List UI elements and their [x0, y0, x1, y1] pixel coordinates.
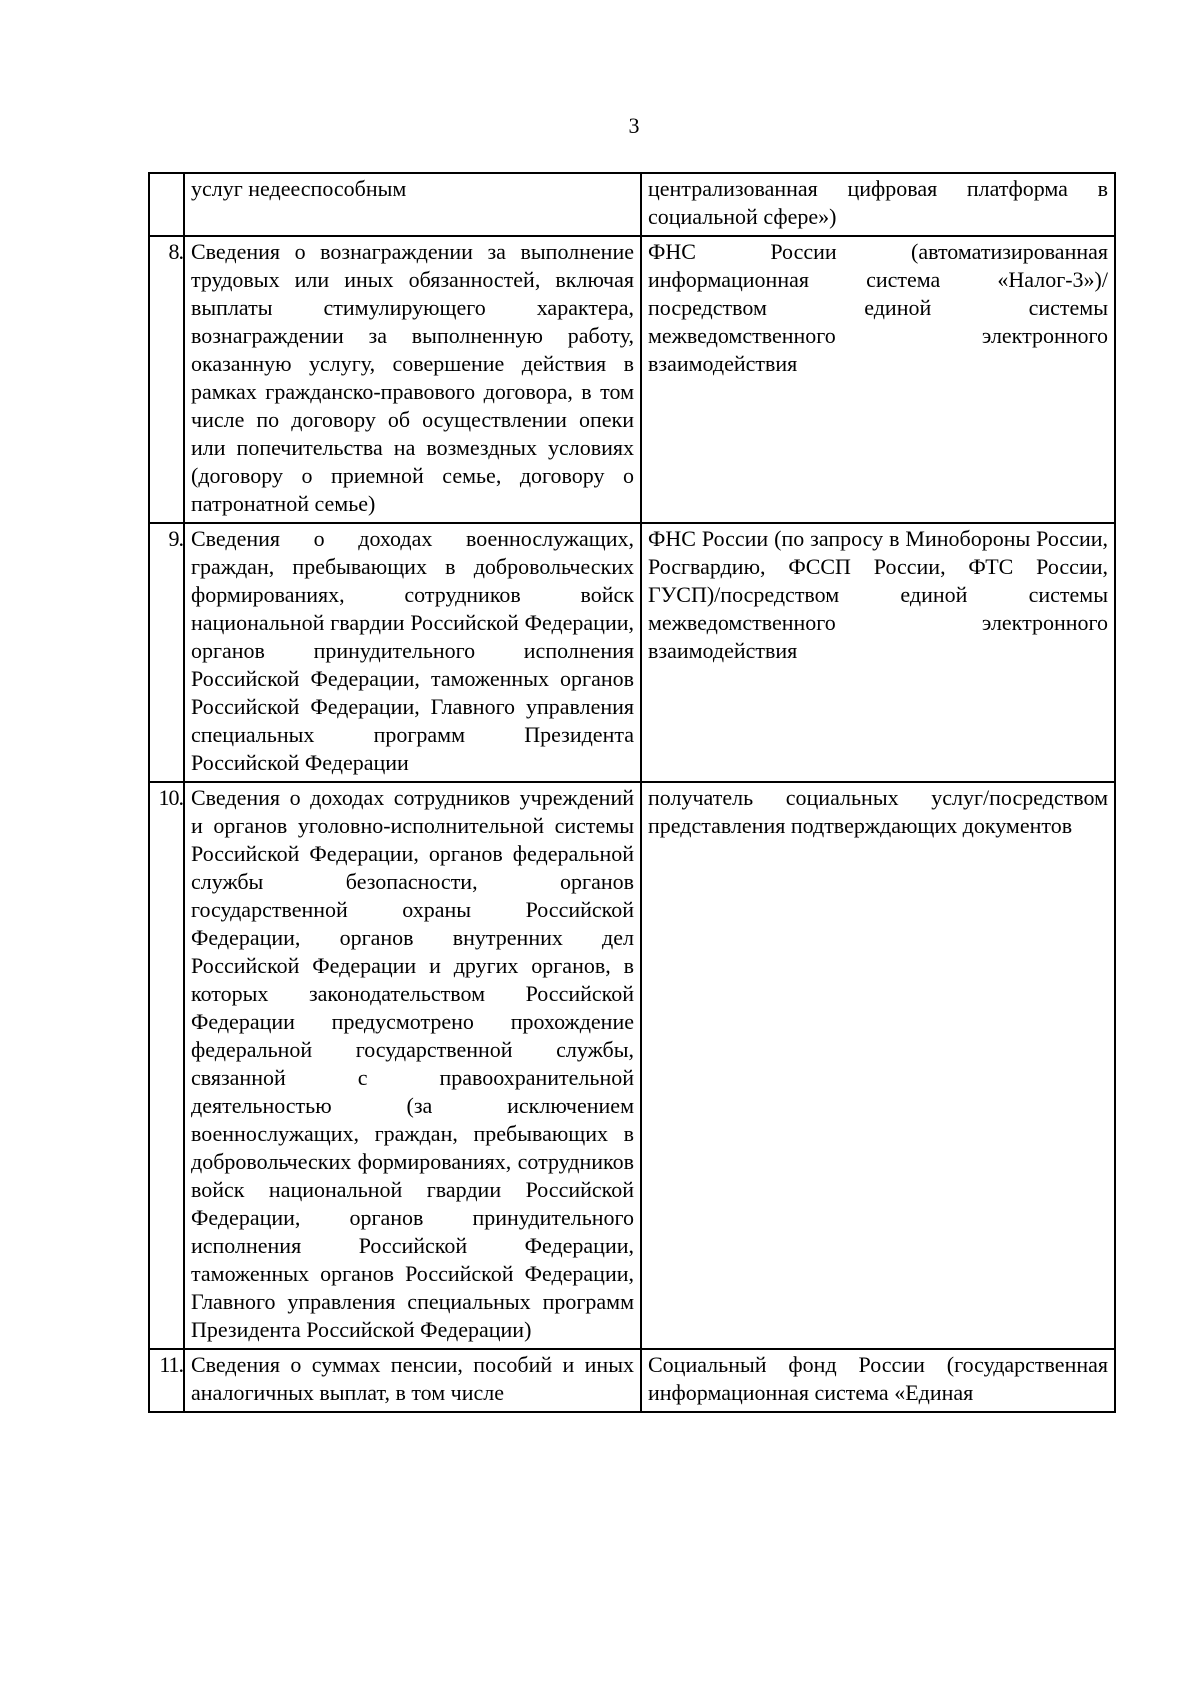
row-number: 9. — [149, 523, 184, 782]
document-table — [148, 172, 1116, 1413]
page-number: 3 — [628, 113, 640, 138]
row-number: 11. — [149, 1349, 184, 1412]
table-row — [149, 523, 1115, 782]
row-number: 10. — [149, 782, 184, 1349]
source-cell: получатель социальных услуг/посредством представления подтверждающих документов — [641, 782, 1115, 1349]
source-cell: ФНС России (автоматизированная информационная система «Налог-3»)/посредством единой системы межведомственного электронного взаимодействия — [641, 236, 1115, 523]
table-row — [149, 782, 1115, 1349]
table-row — [149, 1349, 1115, 1412]
info-cell: Сведения о вознаграждении за выполнение трудовых или иных обязанностей, включая выплаты стимулирующего характера, вознаграждении за выполненную работу, оказанную услугу, совершение действия в рамках гражданско-правового договора, в том числе по договору об осуществлении опеки или попечительства на возмездных условиях (договору о приемной семье, договору о патронатной семье) — [184, 236, 641, 523]
table-row — [149, 236, 1115, 523]
row-number — [149, 173, 184, 236]
row-number: 8. — [149, 236, 184, 523]
info-cell: Сведения о доходах сотрудников учреждений и органов уголовно-исполнительной системы Российской Федерации, органов федеральной службы безопасности, органов государственной охраны Российской Федерации, органов внутренних дел Российской Федерации и других органов, в которых законодательством Российской Федерации предусмотрено прохождение федеральной государственной службы, связанной с правоохранительной деятельностью (за исключением военнослужащих, граждан, пребывающих в добровольческих формированиях, сотрудников войск национальной гвардии Российской Федерации, органов принудительного исполнения Российской Федерации, таможенных органов Российской Федерации, Главного управления специальных программ Президента Российской Федерации) — [184, 782, 641, 1349]
source-cell: ФНС России (по запросу в Минобороны России, Росгвардию, ФССП России, ФТС России, ГУСП)/посредством единой системы межведомственного электронного взаимодействия — [641, 523, 1115, 782]
table-row — [149, 173, 1115, 236]
source-cell: Социальный фонд России (государственная информационная система «Единая — [641, 1349, 1115, 1412]
info-cell: Сведения о суммах пенсии, пособий и иных аналогичных выплат, в том числе — [184, 1349, 641, 1412]
info-cell: Сведения о доходах военнослужащих, граждан, пребывающих в добровольческих формированиях, сотрудников войск национальной гвардии Российской Федерации, органов принудительного исполнения Российской Федерации, таможенных органов Российской Федерации, Главного управления специальных программ Президента Российской Федерации — [184, 523, 641, 782]
info-cell: услуг недееспособным — [184, 173, 641, 236]
source-cell: централизованная цифровая платформа в социальной сфере») — [641, 173, 1115, 236]
